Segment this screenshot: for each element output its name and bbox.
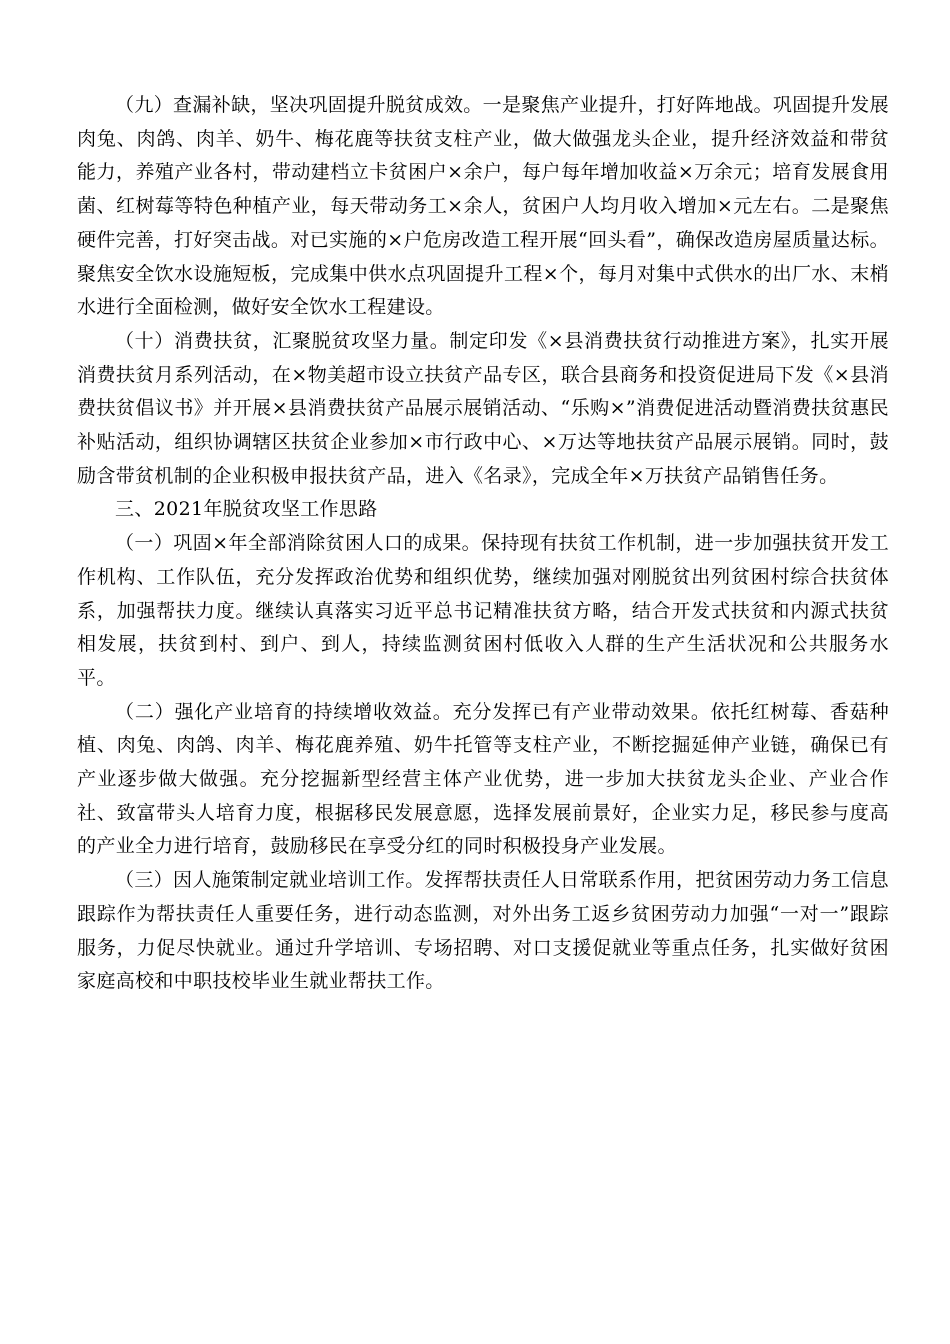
section-heading-2021-plan: 三、2021年脱贫攻坚工作思路 [115, 498, 378, 521]
paragraph-industry-cultivation: （二）强化产业培育的持续增收效益。充分发挥已有产业带动效果。依托红树莓、香菇种植、肉兔、肉鸽、肉羊、梅花鹿养殖、奶牛托管等支柱产业，不断挖掘延伸产业链，确保已有产业逐步做大做强。充分挖掘新型经营主体产业优势，进一步加大扶贫龙头企业、产业合作社、致富带头人培育力度，根据移民发展意愿，选择发展前景好，企业实力足，移民参与度高的产业全力进行培育，鼓励移民在享受分红的同时积极投身产业发展。 [77, 700, 889, 858]
document-body [77, 89, 889, 999]
paragraph-employment-training: （三）因人施策制定就业培训工作。发挥帮扶责任人日常联系作用，把贫困劳动力务工信息跟踪作为帮扶责任人重要任务，进行动态监测，对外出务工返乡贫困劳动力加强“一对一”跟踪服务，力促尽快就业。通过升学培训、专场招聘、对口支援促就业等重点任务，扎实做好贫困家庭高校和中职技校毕业生就业帮扶工作。 [77, 869, 890, 993]
paragraph-consumption-poverty-alleviation: （十）消费扶贫，汇聚脱贫攻坚力量。制定印发《×县消费扶贫行动推进方案》，扎实开展消费扶贫月系列活动，在×物美超市设立扶贫产品专区，联合县商务和投资促进局下发《×县消费扶贫倡议书》并开展×县消费扶贫产品展示展销活动、“乐购×”消费促进活动暨消费扶贫惠民补贴活动，组织协调辖区扶贫企业参加×市行政中心、×万达等地扶贫产品展示展销。同时，鼓励含带贫机制的企业积极申报扶贫产品，进入《名录》，完成全年×万扶贫产品销售任务。 [77, 329, 889, 487]
paragraph-consolidate-results: （一）巩固×年全部消除贫困人口的成果。保持现有扶贫工作机制，进一步加强扶贫开发工作机构、工作队伍，充分发挥政治优势和组织优势，继续加强对刚脱贫出列贫困村综合扶贫体系，加强帮扶力度。继续认真落实习近平总书记精准扶贫方略，结合开发式扶贫和内源式扶贫相发展，扶贫到村、到户、到人，持续监测贫困村低收入人群的生产生活状况和公共服务水平。 [77, 532, 890, 689]
paragraph-poverty-consolidation: （九）查漏补缺，坚决巩固提升脱贫成效。一是聚焦产业提升，打好阵地战。巩固提升发展肉兔、肉鸽、肉羊、奶牛、梅花鹿等扶贫支柱产业，做大做强龙头企业，提升经济效益和带贫能力，养殖产业各村，带动建档立卡贫困户×余户，每户每年增加收益×万余元；培育发展食用菌、红树莓等特色种植产业，每天带动务工×余人，贫困户人均月收入增加×元左右。二是聚焦硬件完善，打好突击战。对已实施的×户危房改造工程开展“回头看”，确保改造房屋质量达标。聚焦安全饮水设施短板，完成集中供水点巩固提升工程×个，每月对集中式供水的出厂水、末梢水进行全面检测，做好安全饮水工程建设。 [77, 94, 890, 319]
